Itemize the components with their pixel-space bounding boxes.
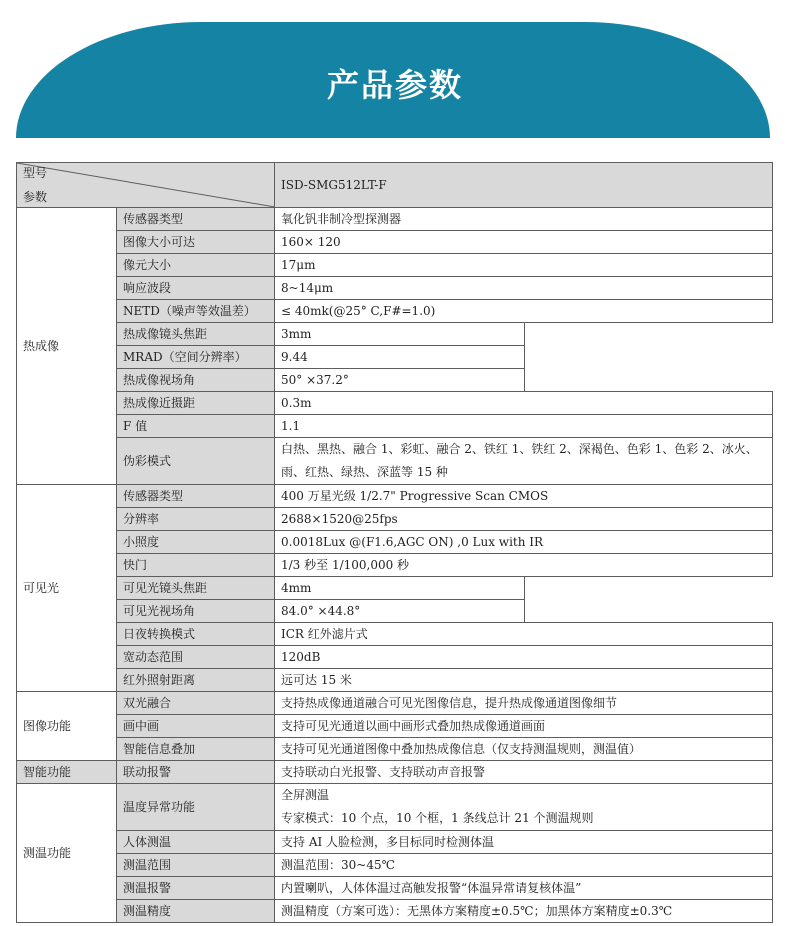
row-value: 远可达 15 米 [275, 669, 773, 692]
row-value: 支持联动白光报警、支持联动声音报警 [275, 761, 773, 784]
row-value: 160× 120 [275, 231, 773, 254]
row-label: 温度异常功能 [117, 784, 275, 831]
table-row [17, 669, 773, 692]
table-row [17, 738, 773, 761]
row-value: 测温精度（方案可选）：无黑体方案精度±0.5℃；加黑体方案精度±0.3℃ [275, 900, 773, 923]
row-label: 热成像视场角 [117, 369, 275, 392]
row-label: 人体测温 [117, 831, 275, 854]
row-label: 可见光视场角 [117, 600, 275, 623]
row-value: 测温范围：30~45℃ [275, 854, 773, 877]
page-title: 产品参数 [326, 66, 463, 104]
model-cell [275, 163, 773, 208]
row-label: MRAD（空间分辨率） [117, 346, 275, 369]
table-row [17, 877, 773, 900]
model-value: ISD-SMG512LT-F [281, 178, 387, 192]
table-row [17, 208, 773, 231]
row-value: 84.0° ×44.8° [275, 600, 525, 623]
row-value-line: 专家模式：10 个点，10 个框，1 条线总计 21 个测温规则 [281, 811, 594, 825]
row-label: 图像大小可达 [117, 231, 275, 254]
spec-table [16, 162, 773, 923]
row-value: 120dB [275, 646, 773, 669]
table-row [17, 508, 773, 531]
row-value: 2688×1520@25fps [275, 508, 773, 531]
row-value: 4mm [275, 577, 525, 600]
row-label: 伪彩模式 [117, 438, 275, 485]
row-label: 分辨率 [117, 508, 275, 531]
row-label: 像元大小 [117, 254, 275, 277]
row-label: 画中画 [117, 715, 275, 738]
empty-cell [525, 369, 773, 392]
row-value: 1.1 [275, 415, 773, 438]
table-row [17, 577, 773, 600]
table-row [17, 346, 773, 369]
row-label: 测温报警 [117, 877, 275, 900]
row-label: 红外照射距离 [117, 669, 275, 692]
row-label: 快门 [117, 554, 275, 577]
row-label: 双光融合 [117, 692, 275, 715]
row-value: 50° ×37.2° [275, 369, 525, 392]
corner-bottom-label: 参数 [23, 190, 48, 204]
table-row [17, 277, 773, 300]
row-value: 0.0018Lux @(F1.6,AGC ON) ,0 Lux with IR [275, 531, 773, 554]
row-value: 支持可见光通道以画中画形式叠加热成像通道画面 [275, 715, 773, 738]
table-row [17, 646, 773, 669]
table-row [17, 300, 773, 323]
table-row [17, 784, 773, 831]
table-row [17, 392, 773, 415]
row-label: 响应波段 [117, 277, 275, 300]
row-label: NETD（噪声等效温差） [117, 300, 275, 323]
table-row [17, 254, 773, 277]
row-label: F 值 [117, 415, 275, 438]
row-value: ICR 红外滤片式 [275, 623, 773, 646]
diagonal-line [17, 163, 275, 207]
table-row [17, 415, 773, 438]
table-row [17, 485, 773, 508]
row-value: 0.3m [275, 392, 773, 415]
row-value: 氧化钒非制冷型探测器 [275, 208, 773, 231]
row-label: 小照度 [117, 531, 275, 554]
row-value: 支持热成像通道融合可见光图像信息，提升热成像通道图像细节 [275, 692, 773, 715]
table-row [17, 369, 773, 392]
row-value: 支持可见光通道图像中叠加热成像信息（仅支持测温规则，测温值） [275, 738, 773, 761]
table-row [17, 554, 773, 577]
row-label: 热成像近摄距 [117, 392, 275, 415]
section-cell-temp: 测温功能 [17, 784, 117, 923]
row-value: 内置喇叭，人体体温过高触发报警“体温异常请复核体温” [275, 877, 773, 900]
empty-cell [525, 346, 773, 369]
row-value: 支持 AI 人脸检测，多目标同时检测体温 [275, 831, 773, 854]
row-label: 传感器类型 [117, 208, 275, 231]
row-label: 测温范围 [117, 854, 275, 877]
section-cell-smart: 智能功能 [17, 761, 117, 784]
row-label: 日夜转换模式 [117, 623, 275, 646]
table-header-row [17, 163, 773, 208]
table-row [17, 600, 773, 623]
section-cell-thermal: 热成像 [17, 208, 117, 485]
empty-cell [525, 577, 773, 600]
corner-top-label: 型号 [23, 166, 48, 180]
header-corner-cell [17, 163, 275, 208]
table-row [17, 854, 773, 877]
table-row [17, 761, 773, 784]
row-label: 传感器类型 [117, 485, 275, 508]
row-label: 可见光镜头焦距 [117, 577, 275, 600]
row-value: 8~14μm [275, 277, 773, 300]
table-row [17, 623, 773, 646]
row-value: ≤ 40mk(@25° C,F#=1.0) [275, 300, 773, 323]
row-label: 联动报警 [117, 761, 275, 784]
row-label: 测温精度 [117, 900, 275, 923]
section-cell-visible: 可见光 [17, 485, 117, 692]
row-value: 17μm [275, 254, 773, 277]
row-value: 白热、黑热、融合 1、彩虹、融合 2、铁红 1、铁红 2、深褐色、色彩 1、色彩 2、冰火、雨、红热、绿热、深蓝等 15 种 [275, 438, 773, 485]
table-row [17, 831, 773, 854]
table-row [17, 438, 773, 485]
table-row [17, 323, 773, 346]
empty-cell [525, 323, 773, 346]
row-value [275, 784, 773, 831]
table-row [17, 231, 773, 254]
table-row [17, 692, 773, 715]
row-label: 宽动态范围 [117, 646, 275, 669]
row-value-line: 全屏测温 [281, 788, 330, 802]
row-label: 智能信息叠加 [117, 738, 275, 761]
section-cell-image: 图像功能 [17, 692, 117, 761]
table-row [17, 900, 773, 923]
table-row [17, 715, 773, 738]
row-label: 热成像镜头焦距 [117, 323, 275, 346]
row-value: 400 万星光级 1/2.7" Progressive Scan CMOS [275, 485, 773, 508]
table-row [17, 531, 773, 554]
empty-cell [525, 600, 773, 623]
row-value: 9.44 [275, 346, 525, 369]
row-value: 3mm [275, 323, 525, 346]
row-value: 1/3 秒至 1/100,000 秒 [275, 554, 773, 577]
